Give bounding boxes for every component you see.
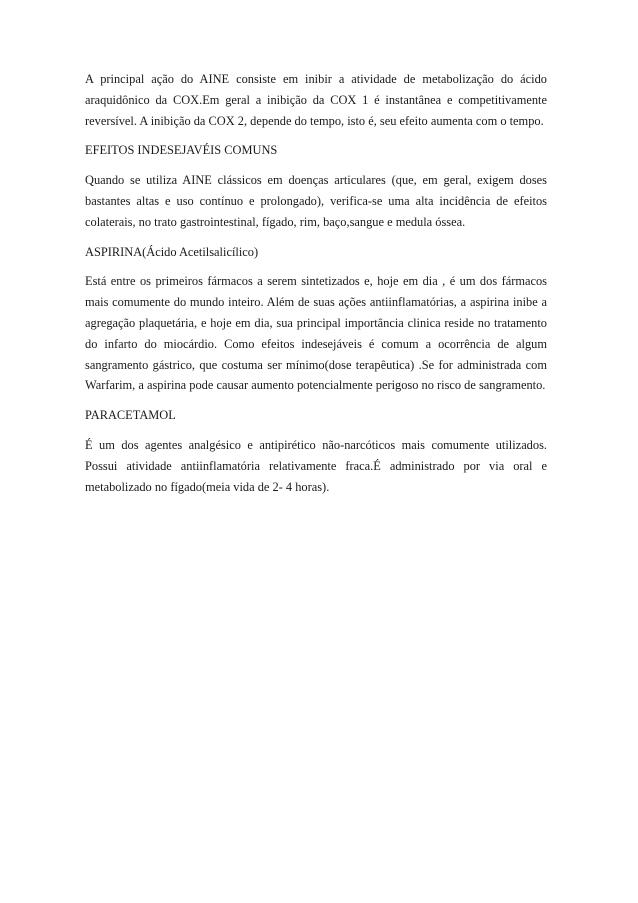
document-page [85, 69, 547, 506]
aspirina-paragraph: Está entre os primeiros fármacos a serem sintetizados e, hoje em dia , é um dos fármacos mais comumente do mundo inteiro. Além de suas ações antiinflamatórias, a aspirina inibe a agregação plaquetária, e hoje em dia, sua principal importância clinica reside no tratamento do infarto do miocárdio. Como efeitos indesejáveis é comum a ocorrência de algum sangramento gástrico, que costuma ser mínimo(dose terapêutica) .Se for administrada com Warfarim, a aspirina pode causar aumento potencialmente perigoso no risco de sangramento. [85, 274, 547, 393]
section-heading-aspirina: ASPIRINA(Ácido Acetilsalicílico) [85, 244, 259, 259]
section-heading-efeitos: EFEITOS INDESEJAVÉIS COMUNS [85, 143, 278, 158]
efeitos-paragraph: Quando se utiliza AINE clássicos em doenças articulares (que, em geral, exigem doses bastantes altas e uso contínuo e prolongado), verifica-se uma alta incidência de efeitos colaterais, no trato gastrointestinal, fígado, rim, baço,sangue e medula óssea. [85, 173, 547, 229]
paracetamol-paragraph: É um dos agentes analgésico e antipirético não-narcóticos mais comumente utilizados. Possui atividade antiinflamatória relativamente fraca.É administrado por via oral e metabolizado no fígado(meia vida de 2- 4 horas). [85, 437, 547, 494]
intro-paragraph: A principal ação do AINE consiste em inibir a atividade de metabolização do ácido araquidônico da COX.Em geral a inibição da COX 1 é instantânea e competitivamente reversível. A inibição da COX 2, depende do tempo, isto é, seu efeito aumenta com o tempo. [85, 72, 547, 128]
section-heading-paracetamol: PARACETAMOL [85, 408, 176, 423]
